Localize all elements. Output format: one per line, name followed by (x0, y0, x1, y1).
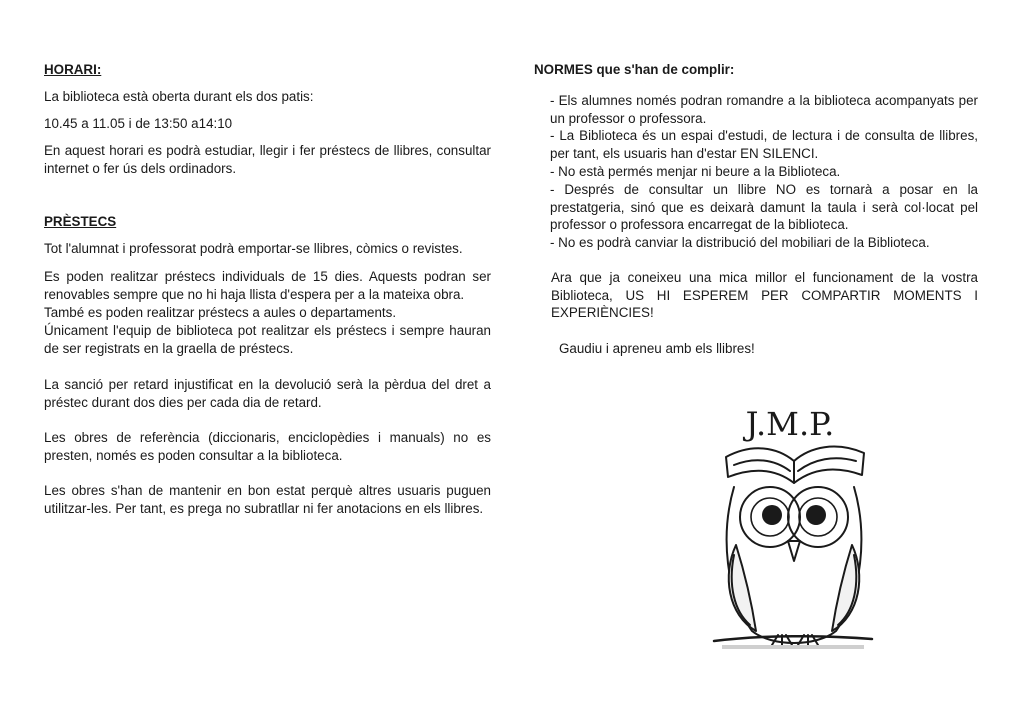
horari-heading: HORARI: (44, 62, 102, 77)
owl-logo (712, 395, 874, 657)
rule-item: - Els alumnes només podran romandre a la biblioteca acompanyats per un professor o professora. (550, 93, 978, 126)
horari-usage-text: En aquest horari es podrà estudiar, llegir i fer préstecs de llibres, consultar internet o fer ús dels ordinadors. (44, 143, 491, 176)
closing-invitation: Ara que ja coneixeu una mica millor el funcionament de la vostra Biblioteca, US HI ESPEREM PER COMPARTIR MOMENTS I EXPERIÈNCIES! (551, 270, 978, 321)
prestecs-classroom-text: També es poden realitzar préstecs a aules o departaments. (44, 305, 397, 320)
prestecs-reference-text: Les obres de referència (diccionaris, enciclopèdies i manuals) no es presten, només es poden consultar a la biblioteca. (44, 430, 491, 463)
rule-item: - La Biblioteca és un espai d'estudi, de lectura i de consulta de llibres, per tant, els usuaris han d'estar EN SILENCI. (550, 128, 978, 161)
horari-times: 10.45 a 11.05 i de 13:50 a14:10 (44, 116, 233, 131)
normes-heading: NORMES que s'han de complir: (534, 62, 735, 77)
horari-opening-text: La biblioteca està oberta durant els dos patis: (44, 89, 314, 104)
closing-wish: Gaudiu i apreneu amb els llibres! (559, 341, 755, 356)
prestecs-care-text: Les obres s'han de mantenir en bon estat perquè altres usuaris puguen utilitzar-les. Per tant, es prega no subratllar ni fer anotacions en els llibres. (44, 483, 491, 516)
prestecs-team-text: Únicament l'equip de biblioteca pot realitzar els préstecs i sempre hauran de ser registrats en la graella de préstecs. (44, 323, 491, 356)
rule-item: - Després de consultar un llibre NO es tornarà a posar en la prestatgeria, sinó que es deixarà damunt la taula i serà col·locat pel professor o professora encarregat de la biblioteca. (550, 182, 978, 233)
rule-item: - No es podrà canviar la distribució del mobiliari de la Biblioteca. (550, 235, 930, 250)
rule-item: - No està permés menjar ni beure a la Biblioteca. (550, 164, 841, 179)
prestecs-heading: PRÈSTECS (44, 214, 117, 229)
prestecs-sanction-text: La sanció per retard injustificat en la devolució serà la pèrdua del dret a préstec durant dos dies per cada dia de retard. (44, 377, 491, 410)
logo-initials: J.M.P. (745, 405, 835, 443)
prestecs-who-text: Tot l'alumnat i professorat podrà emportar-se llibres, còmics o revistes. (44, 241, 463, 256)
prestecs-individual-text: Es poden realitzar préstecs individuals de 15 dies. Aquests podran ser renovables sempre que no hi haja llista d'espera per a la mateixa obra. (44, 269, 491, 302)
